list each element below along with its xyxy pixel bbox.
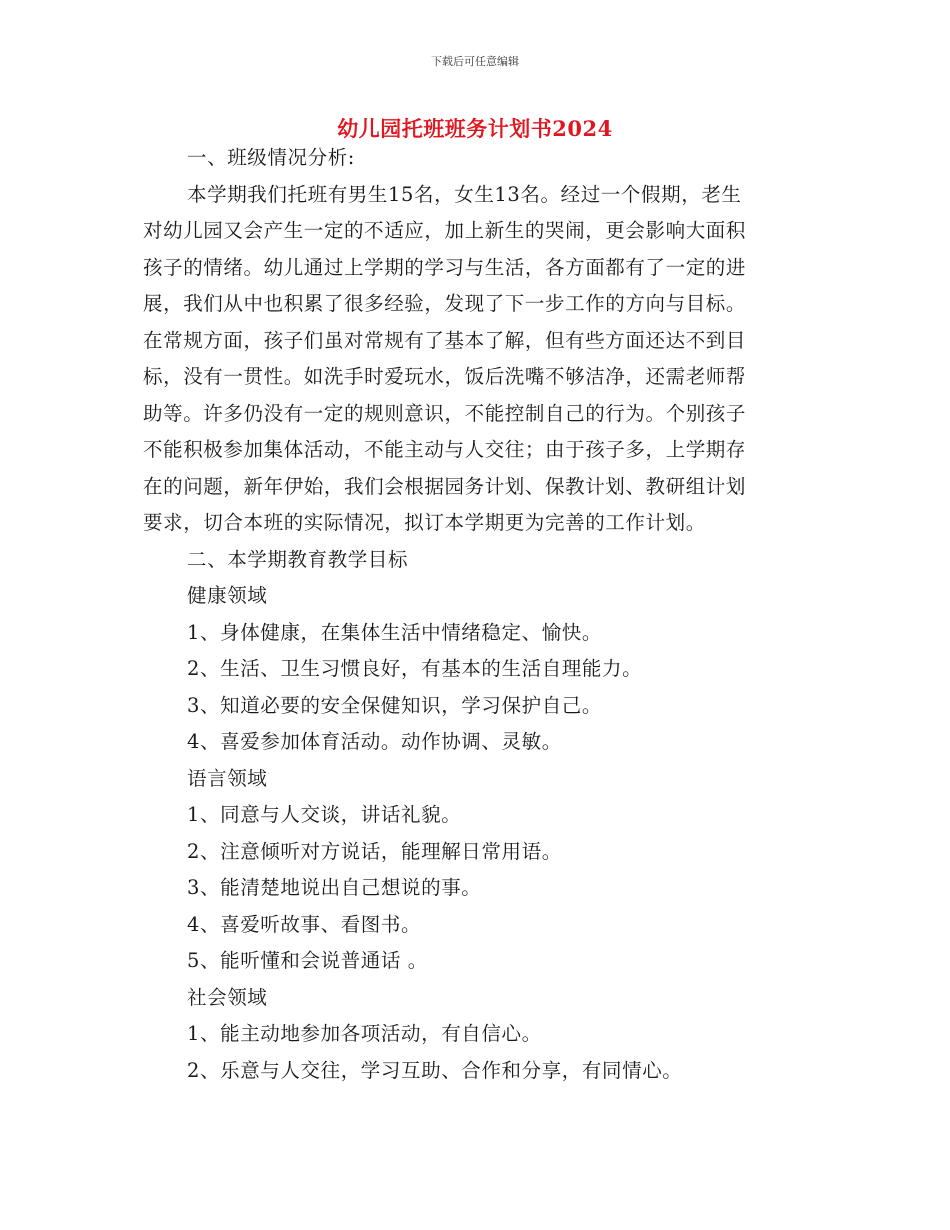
- header-note: 下载后可任意编辑: [431, 55, 519, 68]
- subsection-heading-language: 语言领域: [187, 766, 268, 790]
- list-item: 4、喜爱听故事、看图书。: [187, 912, 422, 936]
- paragraph-line: 要求，切合本班的实际情况，拟订本学期更为完善的工作计划。: [143, 511, 706, 534]
- document-body: [143, 140, 799, 1089]
- list-item: 2、注意倾听对方说话，能理解日常用语。: [187, 839, 562, 863]
- list-item: 3、能清楚地说出自己想说的事。: [187, 876, 482, 899]
- paragraph-line: 标，没有一贯性。如洗手时爱玩水，饭后洗嘴不够洁净，还需老师帮: [143, 365, 747, 388]
- list-item: 5、能听懂和会说普通话 。: [187, 949, 428, 972]
- list-item: 1、同意与人交谈，讲话礼貌。: [187, 803, 462, 826]
- section-heading: 二、本学期教育教学目标: [187, 547, 409, 571]
- list-item: 1、身体健康，在集体生活中情绪稳定、愉快。: [187, 620, 603, 644]
- list-item: 2、乐意与人交往，学习互助、合作和分享，有同情心。: [187, 1058, 683, 1082]
- paragraph-line: 在常规方面，孩子们虽对常规有了基本了解，但有些方面还达不到目: [143, 328, 747, 352]
- paragraph-line: 本学期我们托班有男生15名，女生13名。经过一个假期，老生: [187, 182, 742, 206]
- paragraph-line: 展，我们从中也积累了很多经验，发现了下一步工作的方向与目标。: [143, 292, 747, 315]
- section-heading: 一、班级情况分析:: [187, 146, 355, 169]
- list-item: 3、知道必要的安全保健知识，学习保护自己。: [187, 693, 603, 717]
- subsection-heading-health: 健康领域: [187, 584, 268, 607]
- list-item: 2、生活、卫生习惯良好，有基本的生活自理能力。: [187, 657, 643, 680]
- document-title: 幼儿园托班班务计划书2024: [337, 116, 613, 141]
- list-item: 1、能主动地参加各项活动，有自信心。: [187, 1022, 542, 1045]
- paragraph-line: 助等。许多仍没有一定的规则意识，不能控制自己的行为。个别孩子: [143, 401, 747, 425]
- subsection-heading-social: 社会领域: [187, 985, 268, 1009]
- paragraph-line: 孩子的情绪。幼儿通过上学期的学习与生活，各方面都有了一定的进: [143, 255, 747, 279]
- paragraph-line: 不能积极参加集体活动，不能主动与人交往；由于孩子多，上学期存: [143, 438, 747, 461]
- paragraph-line: 在的问题，新年伊始，我们会根据园务计划、保教计划、教研组计划: [143, 474, 747, 498]
- paragraph-line: 对幼儿园又会产生一定的不适应，加上新生的哭闹，更会影响大面积: [143, 219, 747, 242]
- list-item: 4、喜爱参加体育活动。动作协调、灵敏。: [187, 730, 562, 753]
